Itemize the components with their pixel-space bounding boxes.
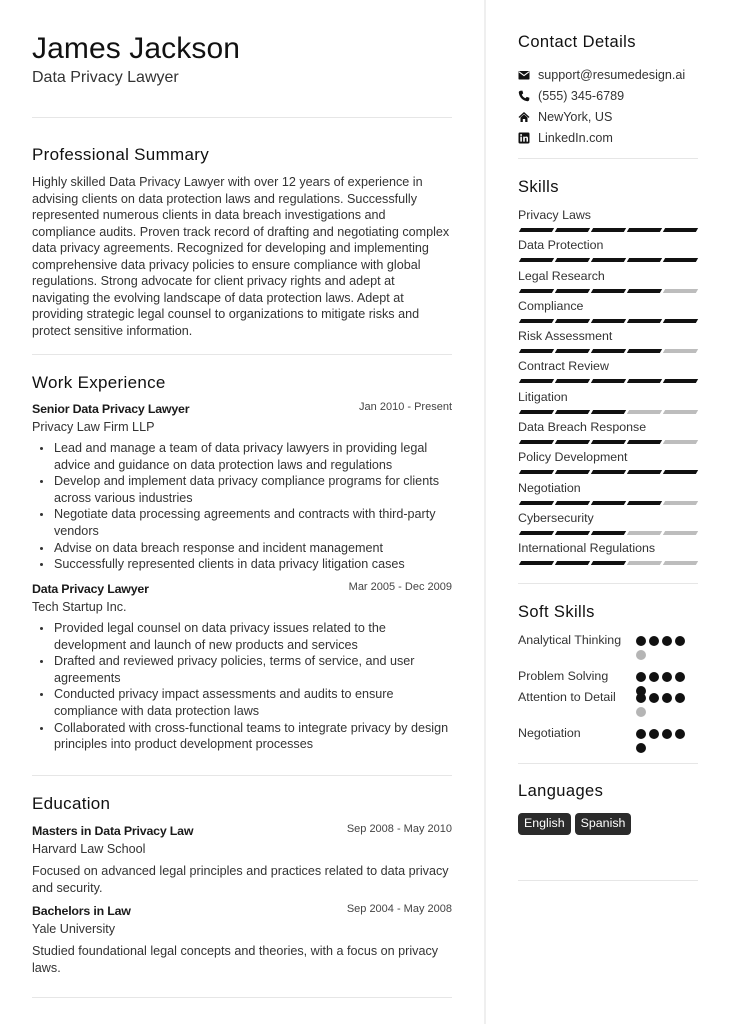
skill-level-segment <box>591 349 626 353</box>
divider <box>32 354 452 355</box>
skill-item <box>518 389 698 419</box>
languages-heading: Languages <box>518 782 604 800</box>
job-bullet: Lead and manage a team of data privacy lawyers in providing legal advice and guidance on data protection laws and regulations <box>54 440 452 473</box>
contact-location-text: NewYork, US <box>538 109 613 124</box>
skill-level-bar <box>518 289 698 293</box>
skill-level-segment <box>555 379 590 383</box>
candidate-title: Data Privacy Lawyer <box>32 69 179 86</box>
skill-level-segment <box>591 379 626 383</box>
skill-level-bar <box>518 349 698 353</box>
rating-dot <box>649 636 659 646</box>
skill-level-segment <box>663 561 698 565</box>
skill-level-segment <box>663 410 698 414</box>
skill-level-segment <box>627 258 662 262</box>
contact-list <box>518 64 698 148</box>
rating-dot <box>636 729 646 739</box>
skill-level-bar <box>518 228 698 232</box>
skill-label: Policy Development <box>518 450 628 465</box>
skill-level-segment <box>663 501 698 505</box>
contact-email[interactable] <box>518 64 698 85</box>
skill-level-segment <box>555 531 590 535</box>
skill-level-bar <box>518 440 698 444</box>
summary-heading: Professional Summary <box>32 145 210 164</box>
job-entry <box>32 582 452 753</box>
skill-level-segment <box>555 289 590 293</box>
skill-level-segment <box>663 379 698 383</box>
skill-level-bar <box>518 319 698 323</box>
skill-level-bar <box>518 501 698 505</box>
skill-item <box>518 358 698 388</box>
experience-heading: Work Experience <box>32 373 166 392</box>
skill-level-bar <box>518 561 698 565</box>
skill-level-segment <box>627 349 662 353</box>
skill-level-segment <box>591 410 626 414</box>
skill-level-segment <box>519 379 554 383</box>
skill-level-segment <box>555 501 590 505</box>
skill-level-segment <box>627 470 662 474</box>
contact-heading: Contact Details <box>518 33 636 51</box>
rating-dot <box>649 693 659 703</box>
rating-dot <box>662 693 672 703</box>
rating-dot <box>636 693 646 703</box>
education-entry <box>32 824 452 896</box>
skill-item <box>518 510 698 540</box>
education-heading: Education <box>32 794 111 813</box>
rating-dot <box>675 636 685 646</box>
skill-level-segment <box>519 319 554 323</box>
skill-level-segment <box>663 258 698 262</box>
job-bullet: Advise on data breach response and incident management <box>54 540 452 557</box>
skill-level-segment <box>555 349 590 353</box>
skill-level-segment <box>555 561 590 565</box>
rating-dot <box>675 693 685 703</box>
skill-level-segment <box>627 531 662 535</box>
skill-level-segment <box>591 258 626 262</box>
job-bullet: Collaborated with cross-functional teams to integrate privacy by design principles into product development processes <box>54 720 452 753</box>
skill-level-segment <box>591 501 626 505</box>
soft-skill-item <box>518 668 698 689</box>
skill-item <box>518 207 698 237</box>
skill-level-segment <box>591 289 626 293</box>
contact-linkedin[interactable] <box>518 127 698 148</box>
skill-level-segment <box>519 410 554 414</box>
skill-label: Privacy Laws <box>518 208 591 222</box>
soft-skill-label: Attention to Detail <box>518 690 616 704</box>
divider <box>518 763 698 764</box>
job-bullet: Negotiate data processing agreements and contracts with third-party vendors <box>54 506 452 539</box>
skill-label: Data Protection <box>518 238 604 253</box>
soft-skill-rating <box>636 725 692 761</box>
school: Yale University <box>32 922 116 936</box>
soft-skill-rating <box>636 632 692 668</box>
skill-item <box>518 540 698 570</box>
divider <box>32 997 452 998</box>
soft-skill-rating <box>636 668 692 689</box>
skill-level-bar <box>518 410 698 414</box>
soft-skill-label: Negotiation <box>518 726 581 740</box>
skill-level-segment <box>591 531 626 535</box>
skill-level-segment <box>663 289 698 293</box>
contact-phone[interactable] <box>518 85 698 106</box>
skill-level-segment <box>519 501 554 505</box>
skill-level-segment <box>519 349 554 353</box>
skill-level-segment <box>627 410 662 414</box>
home-icon <box>518 111 530 123</box>
rating-dot <box>636 636 646 646</box>
skill-level-segment <box>555 228 590 232</box>
skill-level-segment <box>555 258 590 262</box>
education-dates: Sep 2004 - May 2008 <box>346 903 452 915</box>
candidate-name: James Jackson <box>32 32 241 65</box>
skill-level-segment <box>555 440 590 444</box>
degree: Bachelors in Law <box>32 904 131 918</box>
education-description: Focused on advanced legal principles and practices related to data privacy and security. <box>32 864 449 895</box>
soft-skill-item <box>518 632 698 668</box>
rating-dot <box>662 672 672 682</box>
job-org: Tech Startup Inc. <box>32 600 127 614</box>
divider <box>32 775 452 776</box>
rating-dot <box>662 636 672 646</box>
skill-level-segment <box>627 289 662 293</box>
skill-label: Risk Assessment <box>518 329 613 344</box>
rating-dot <box>636 672 646 682</box>
skill-level-segment <box>663 228 698 232</box>
skill-level-segment <box>519 531 554 535</box>
job-bullet: Develop and implement data privacy compliance programs for clients across various industries <box>54 473 452 506</box>
divider <box>518 583 698 584</box>
job-bullet: Conducted privacy impact assessments and audits to ensure compliance with data protection laws <box>54 686 452 719</box>
skill-level-segment <box>519 470 554 474</box>
contact-linkedin-text: LinkedIn.com <box>538 130 613 145</box>
envelope-icon <box>518 69 530 81</box>
soft-skill-item <box>518 689 698 725</box>
rating-dot <box>649 729 659 739</box>
skill-level-bar <box>518 470 698 474</box>
skill-level-segment <box>591 440 626 444</box>
skill-level-segment <box>555 410 590 414</box>
skill-item <box>518 237 698 267</box>
skill-level-segment <box>663 470 698 474</box>
skill-item <box>518 328 698 358</box>
skill-label: Litigation <box>518 389 568 404</box>
soft-skills-list <box>518 632 698 761</box>
job-dates: Jan 2010 - Present <box>359 401 452 413</box>
summary-text: Highly skilled Data Privacy Lawyer with over 12 years of experience in advising clients on data protection laws and regulations. Successfully represented numerous clients in data breach investigations and compliance audits. Proven track record of drafting and negotiating complex data privacy agreements. Recognized for developing and implementing comprehensive data privacy policies to ensure compliance with global regulations. Strong advocate for client privacy rights and adept at navigating the evolving landscape of data protection laws. Adept at providing strategic legal counsel to organizations to mitigate risks and protect sensitive information. <box>32 175 450 338</box>
skills-heading: Skills <box>518 178 559 196</box>
job-bullet: Drafted and reviewed privacy policies, terms of service, and user agreements <box>54 653 452 686</box>
skill-item <box>518 419 698 449</box>
job-role: Data Privacy Lawyer <box>32 582 149 596</box>
skill-level-segment <box>519 561 554 565</box>
skill-level-segment <box>663 319 698 323</box>
soft-skill-rating <box>636 689 692 725</box>
skill-level-bar <box>518 531 698 535</box>
skill-level-segment <box>627 228 662 232</box>
rating-dot <box>675 729 685 739</box>
soft-skill-label: Analytical Thinking <box>518 633 622 647</box>
skill-label: Data Breach Response <box>518 420 647 435</box>
school: Harvard Law School <box>32 842 146 856</box>
job-bullets <box>32 440 452 573</box>
rating-dot <box>649 672 659 682</box>
skill-level-segment <box>663 531 698 535</box>
skill-level-segment <box>627 379 662 383</box>
skill-item <box>518 449 698 479</box>
job-bullets <box>32 620 452 753</box>
skill-level-segment <box>519 289 554 293</box>
skill-level-segment <box>627 561 662 565</box>
rating-dot <box>636 743 646 753</box>
job-entry <box>32 402 452 573</box>
skill-label: Cybersecurity <box>518 510 594 525</box>
skill-level-segment <box>555 319 590 323</box>
skill-level-segment <box>519 258 554 262</box>
skill-label: Contract Review <box>518 359 609 374</box>
language-badge: English <box>518 813 571 835</box>
language-badge: Spanish <box>575 813 632 835</box>
rating-dot <box>636 650 646 660</box>
skill-level-segment <box>591 228 626 232</box>
skill-level-segment <box>627 440 662 444</box>
skill-level-segment <box>591 470 626 474</box>
rating-dot <box>636 707 646 717</box>
contact-email-text: support@resumedesign.ai <box>538 67 686 82</box>
skill-item <box>518 298 698 328</box>
job-role: Senior Data Privacy Lawyer <box>32 402 190 416</box>
skill-level-bar <box>518 379 698 383</box>
job-bullet: Provided legal counsel on data privacy issues related to the development and launch of new products and services <box>54 620 452 653</box>
phone-icon <box>518 90 530 102</box>
linkedin-icon <box>518 132 530 144</box>
soft-skill-item <box>518 725 698 761</box>
column-divider <box>484 0 486 1024</box>
skill-level-segment <box>555 470 590 474</box>
skill-label: Legal Research <box>518 268 605 283</box>
skill-label: Negotiation <box>518 480 581 495</box>
skills-list <box>518 207 698 571</box>
skill-level-segment <box>591 319 626 323</box>
contact-location <box>518 106 698 127</box>
skill-level-segment <box>663 349 698 353</box>
skill-item <box>518 268 698 298</box>
soft-skills-heading: Soft Skills <box>518 603 595 621</box>
rating-dot <box>675 672 685 682</box>
degree: Masters in Data Privacy Law <box>32 824 194 838</box>
job-org: Privacy Law Firm LLP <box>32 420 155 434</box>
education-entry <box>32 904 452 976</box>
skill-label: Compliance <box>518 298 584 313</box>
skill-level-segment <box>591 561 626 565</box>
skill-label: International Regulations <box>518 541 656 556</box>
skill-level-bar <box>518 258 698 262</box>
job-dates: Mar 2005 - Dec 2009 <box>348 581 452 593</box>
skill-level-segment <box>627 501 662 505</box>
divider <box>518 158 698 159</box>
skill-level-segment <box>519 440 554 444</box>
skill-level-segment <box>627 319 662 323</box>
divider <box>32 117 452 118</box>
soft-skill-label: Problem Solving <box>518 669 609 683</box>
divider <box>518 880 698 881</box>
education-dates: Sep 2008 - May 2010 <box>346 823 452 835</box>
skill-level-segment <box>663 440 698 444</box>
languages-list <box>518 813 631 835</box>
skill-item <box>518 480 698 510</box>
rating-dot <box>662 729 672 739</box>
skill-level-segment <box>519 228 554 232</box>
job-bullet: Successfully represented clients in data privacy litigation cases <box>54 556 452 573</box>
contact-phone-text: (555) 345-6789 <box>538 88 625 103</box>
education-description: Studied foundational legal concepts and theories, with a focus on privacy laws. <box>32 944 439 975</box>
